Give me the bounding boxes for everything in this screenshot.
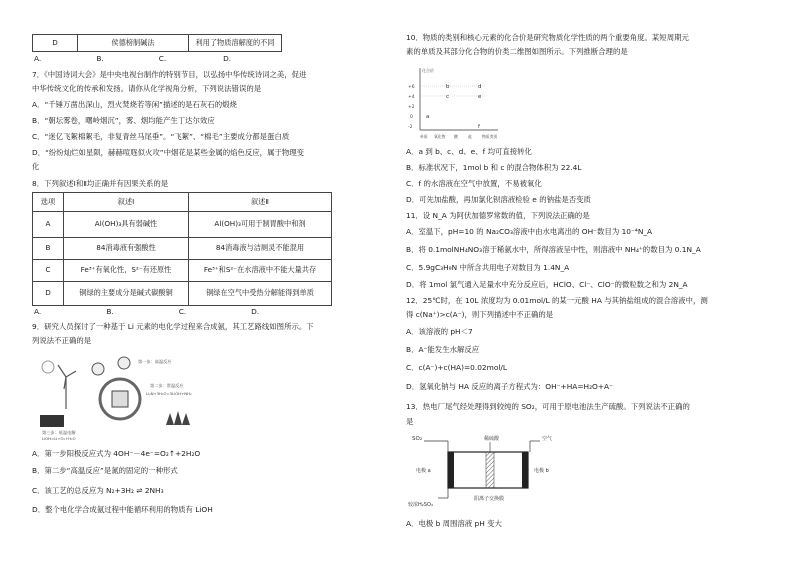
label-conc-acid: 较浓H₂SO₄ (408, 502, 433, 508)
q8-row-d-1: 铜绿的主要成分是碱式碳酸铜 (64, 282, 189, 306)
x-tick: 酸 (454, 134, 458, 139)
q13-line2: 是 (406, 417, 414, 426)
q12-line2: 得 c(Na⁺)>c(A⁻)，则下列描述中不正确的是 (406, 310, 554, 319)
q8-row-c-1: Fe³⁺有氧化性，S²⁻有还原性 (64, 260, 189, 282)
q11-option-a: A．室温下，pH=10 的 Na₂CO₃溶液中由水电离出的 OH⁻数目为 10⁻⁴N_A (406, 227, 653, 236)
electrode-a (448, 452, 454, 488)
q10-line1: 10．物质的类别和核心元素的化合价是研究物质化学性质的两个重要角度。某短周期元 (406, 33, 689, 42)
option-c: C. (158, 54, 167, 63)
q10-option-c: C．f 的水溶液在空气中放置，不易被氧化 (406, 179, 542, 188)
q12-option-d: D．氢氧化钠与 HA 反应的离子方程式为：OH⁻+HA=H₂O+A⁻ (406, 382, 614, 391)
q8-row-b-1: 84消毒液有强酸性 (64, 238, 189, 260)
q12-option-a: A．该溶液的 pH＜7 (406, 327, 473, 336)
fig-label-step1: 第一步：高温反应 (138, 359, 172, 364)
q13-line1: 13．热电厂尾气经处理得到较纯的 SO₂，可用于原电池法生产硫酸。下列说法不正确的 (406, 402, 690, 411)
prev-cell-3: 利用了物质溶解度的不同 (189, 35, 282, 52)
q8-row-a-1: Al(OH)₃具有弱碱性 (64, 212, 189, 238)
q8-row-c-label: C (33, 260, 64, 282)
q11-line1: 11．设 N_A 为阿伏加德罗常数的值，下列说法正确的是 (406, 211, 590, 220)
q11-option-c: C．5.9gC₃H₉N 中所含共用电子对数目为 1.4N_A (406, 263, 570, 272)
q9-option-b: B．第二步“高温反应”是氮的固定的一种形式 (32, 466, 178, 475)
wind-turbine-icon (58, 365, 76, 409)
y-tick: +4 (408, 95, 415, 100)
q10-line2: 素的单质及其部分化合物的价类二维图如图所示。下列推断合理的是 (406, 47, 628, 56)
vessel-icon (112, 391, 128, 407)
option-b: B. (96, 54, 104, 63)
molecule-icon (118, 357, 130, 369)
option-d: D. (223, 54, 232, 63)
y-tick: +2 (408, 105, 415, 110)
option-a: A. (34, 54, 42, 63)
q8-header-1: 叙述Ⅰ (64, 193, 189, 212)
prev-options (34, 55, 231, 64)
q9-option-c: C．该工艺的总反应为 N₂+3H₂ ⇌ 2NH₃ (32, 486, 164, 495)
cation-exchange-membrane (486, 452, 494, 488)
point-c: c (446, 94, 450, 100)
fig-label-eq1: Li₃N+3H₂O=3LiOH+NH₃ (146, 391, 192, 396)
q8-header-2: 叙述Ⅱ (189, 193, 332, 212)
q10-chart (406, 62, 506, 142)
q8-row-c-2: Fe³⁺和S²⁻在水溶液中不能大量共存 (189, 260, 332, 282)
q9-figure (38, 353, 198, 441)
x-axis-label: 物质类别 (482, 134, 498, 139)
q9-option-a: A．第一步阳极反应式为 4OH⁻－4e⁻=O₂↑+2H₂O (32, 449, 201, 458)
label-air: 空气 (542, 436, 553, 442)
y-tick: -2 (408, 125, 413, 130)
y-tick: +6 (408, 85, 415, 90)
point-f: f (478, 124, 480, 130)
option-d: D. (251, 307, 260, 316)
trees-icon (166, 411, 190, 425)
fig-label-step2: 第二步：常温反应 (150, 383, 184, 388)
q8-title: 8．下列叙述Ⅰ和Ⅱ均正确并有因果关系的是 (32, 179, 169, 188)
label-membrane: 阳离子交换膜 (474, 496, 505, 502)
q11-option-d: D．将 1mol 氯气通入足量水中充分反应后，HClO、Cl⁻、ClO⁻的微粒数之和为 2N_A (406, 280, 688, 289)
solar-panel-icon (40, 415, 64, 427)
q11-option-b: B．将 0.1molNH₄NO₃溶于稀氨水中，所得溶液呈中性，则溶液中 NH₄⁺的数目为 0.1N_A (406, 245, 701, 254)
q7-option-d-cont: 化 (32, 162, 40, 171)
q7-option-b: B．“朝坛雾卷，曙岭烟沉”，雾、烟均能产生丁达尔效应 (32, 116, 215, 125)
option-b: B. (106, 307, 114, 316)
x-tick: 氧化物 (434, 134, 446, 139)
label-dilute-acid: 稀硫酸 (484, 436, 500, 442)
label-electrode-b: 电极 b (534, 468, 549, 474)
label-electrode-a: 电极 a (416, 468, 431, 474)
gridlines (420, 86, 486, 96)
q12-option-c: C．c(A⁻)+c(HA)=0.02mol/L (406, 363, 508, 372)
q12-option-b: B．A⁻能发生水解反应 (406, 345, 480, 354)
y-axis-label: 化合价 (422, 68, 434, 73)
q8-options (34, 308, 259, 317)
q7-option-c: C．“迷亿飞絮棉絮毛，非复青丝马尾垂”。“飞絮”、“棉毛”主要成分都是蛋白质 (32, 132, 290, 141)
label-so2: SO₂ (412, 436, 423, 442)
q9-option-d: D．整个电化学合成氨过程中能循环利用的物质有 LiOH (32, 505, 213, 514)
q12-line1: 12．25℃时，在 10L 浓度均为 0.01mol/L 的某一元酸 HA 与其钠盐组成的混合溶液中，测 (406, 296, 708, 305)
q10-option-b: B．标准状况下，1mol b 和 c 的混合物体积为 22.4L (406, 163, 582, 172)
q8-table (32, 192, 332, 306)
q8-row-b-label: B (33, 238, 64, 260)
q8-row-a-2: Al(OH)₃可用于制胃酸中和剂 (189, 212, 332, 238)
q10-option-a: A．a 到 b、c、d、e、f 均可直接转化 (406, 147, 532, 156)
q9-line2: 列说法不正确的是 (32, 336, 92, 345)
sun-icon (42, 361, 54, 373)
point-a: a (426, 114, 430, 120)
q8-row-b-2: 84消毒液与洁厕灵不能混用 (189, 238, 332, 260)
q13-figure (408, 432, 588, 510)
q8-row-d-label: D (33, 282, 64, 306)
q7-line1: 7．《中国诗词大会》是中央电视台制作的特别节目，以弘扬中华传统诗词之美，促进 (32, 70, 307, 79)
fig-label-eq2: LiOH=Li+O₂+H₂O (42, 436, 76, 441)
option-a: A. (34, 307, 42, 316)
prev-table (32, 34, 282, 52)
x-tick: 单质 (420, 134, 428, 139)
y-tick: 0 (410, 115, 413, 120)
q8-header-option: 选项 (33, 193, 64, 212)
point-e: e (478, 94, 482, 100)
q13-option-a: A．电极 b 周围溶液 pH 变大 (406, 519, 502, 528)
x-tick: 盐 (468, 134, 472, 139)
q8-row-a-label: A (33, 212, 64, 238)
q7-line2: 中华传统文化的传承和发扬。请你从化学视角分析，下列说法错误的是 (32, 84, 262, 93)
option-c: C. (178, 307, 187, 316)
prev-cell-1: D (33, 35, 78, 52)
fig-label-step3: 第三步：低温电解 (42, 430, 76, 435)
point-d: d (478, 84, 482, 90)
q8-row-d-2: 铜绿在空气中受热分解能得到单质 (189, 282, 332, 306)
q7-option-a: A．“千锤万凿出深山，烈火焚烧若等闲”描述的是石灰石的煅烧 (32, 100, 237, 109)
point-b: b (446, 84, 450, 90)
q9-line1: 9．研究人员探讨了一种基于 Li 元素的电化学过程来合成氨，其工艺路线如图所示。下 (32, 322, 314, 331)
electrode-b (522, 452, 528, 488)
molecule-icon (92, 363, 104, 375)
prev-cell-2: 侯德榜制碱法 (78, 35, 189, 52)
q10-option-d: D．可先加盐酸，再加氯化钡溶液检验 e 的钠盐是否变质 (406, 195, 591, 204)
q7-option-d: D．“纷纷灿烂如星陨，赫赫喧豗似火攻”中烟花是某些金属的焰色反应，属于物理变 (32, 148, 305, 157)
